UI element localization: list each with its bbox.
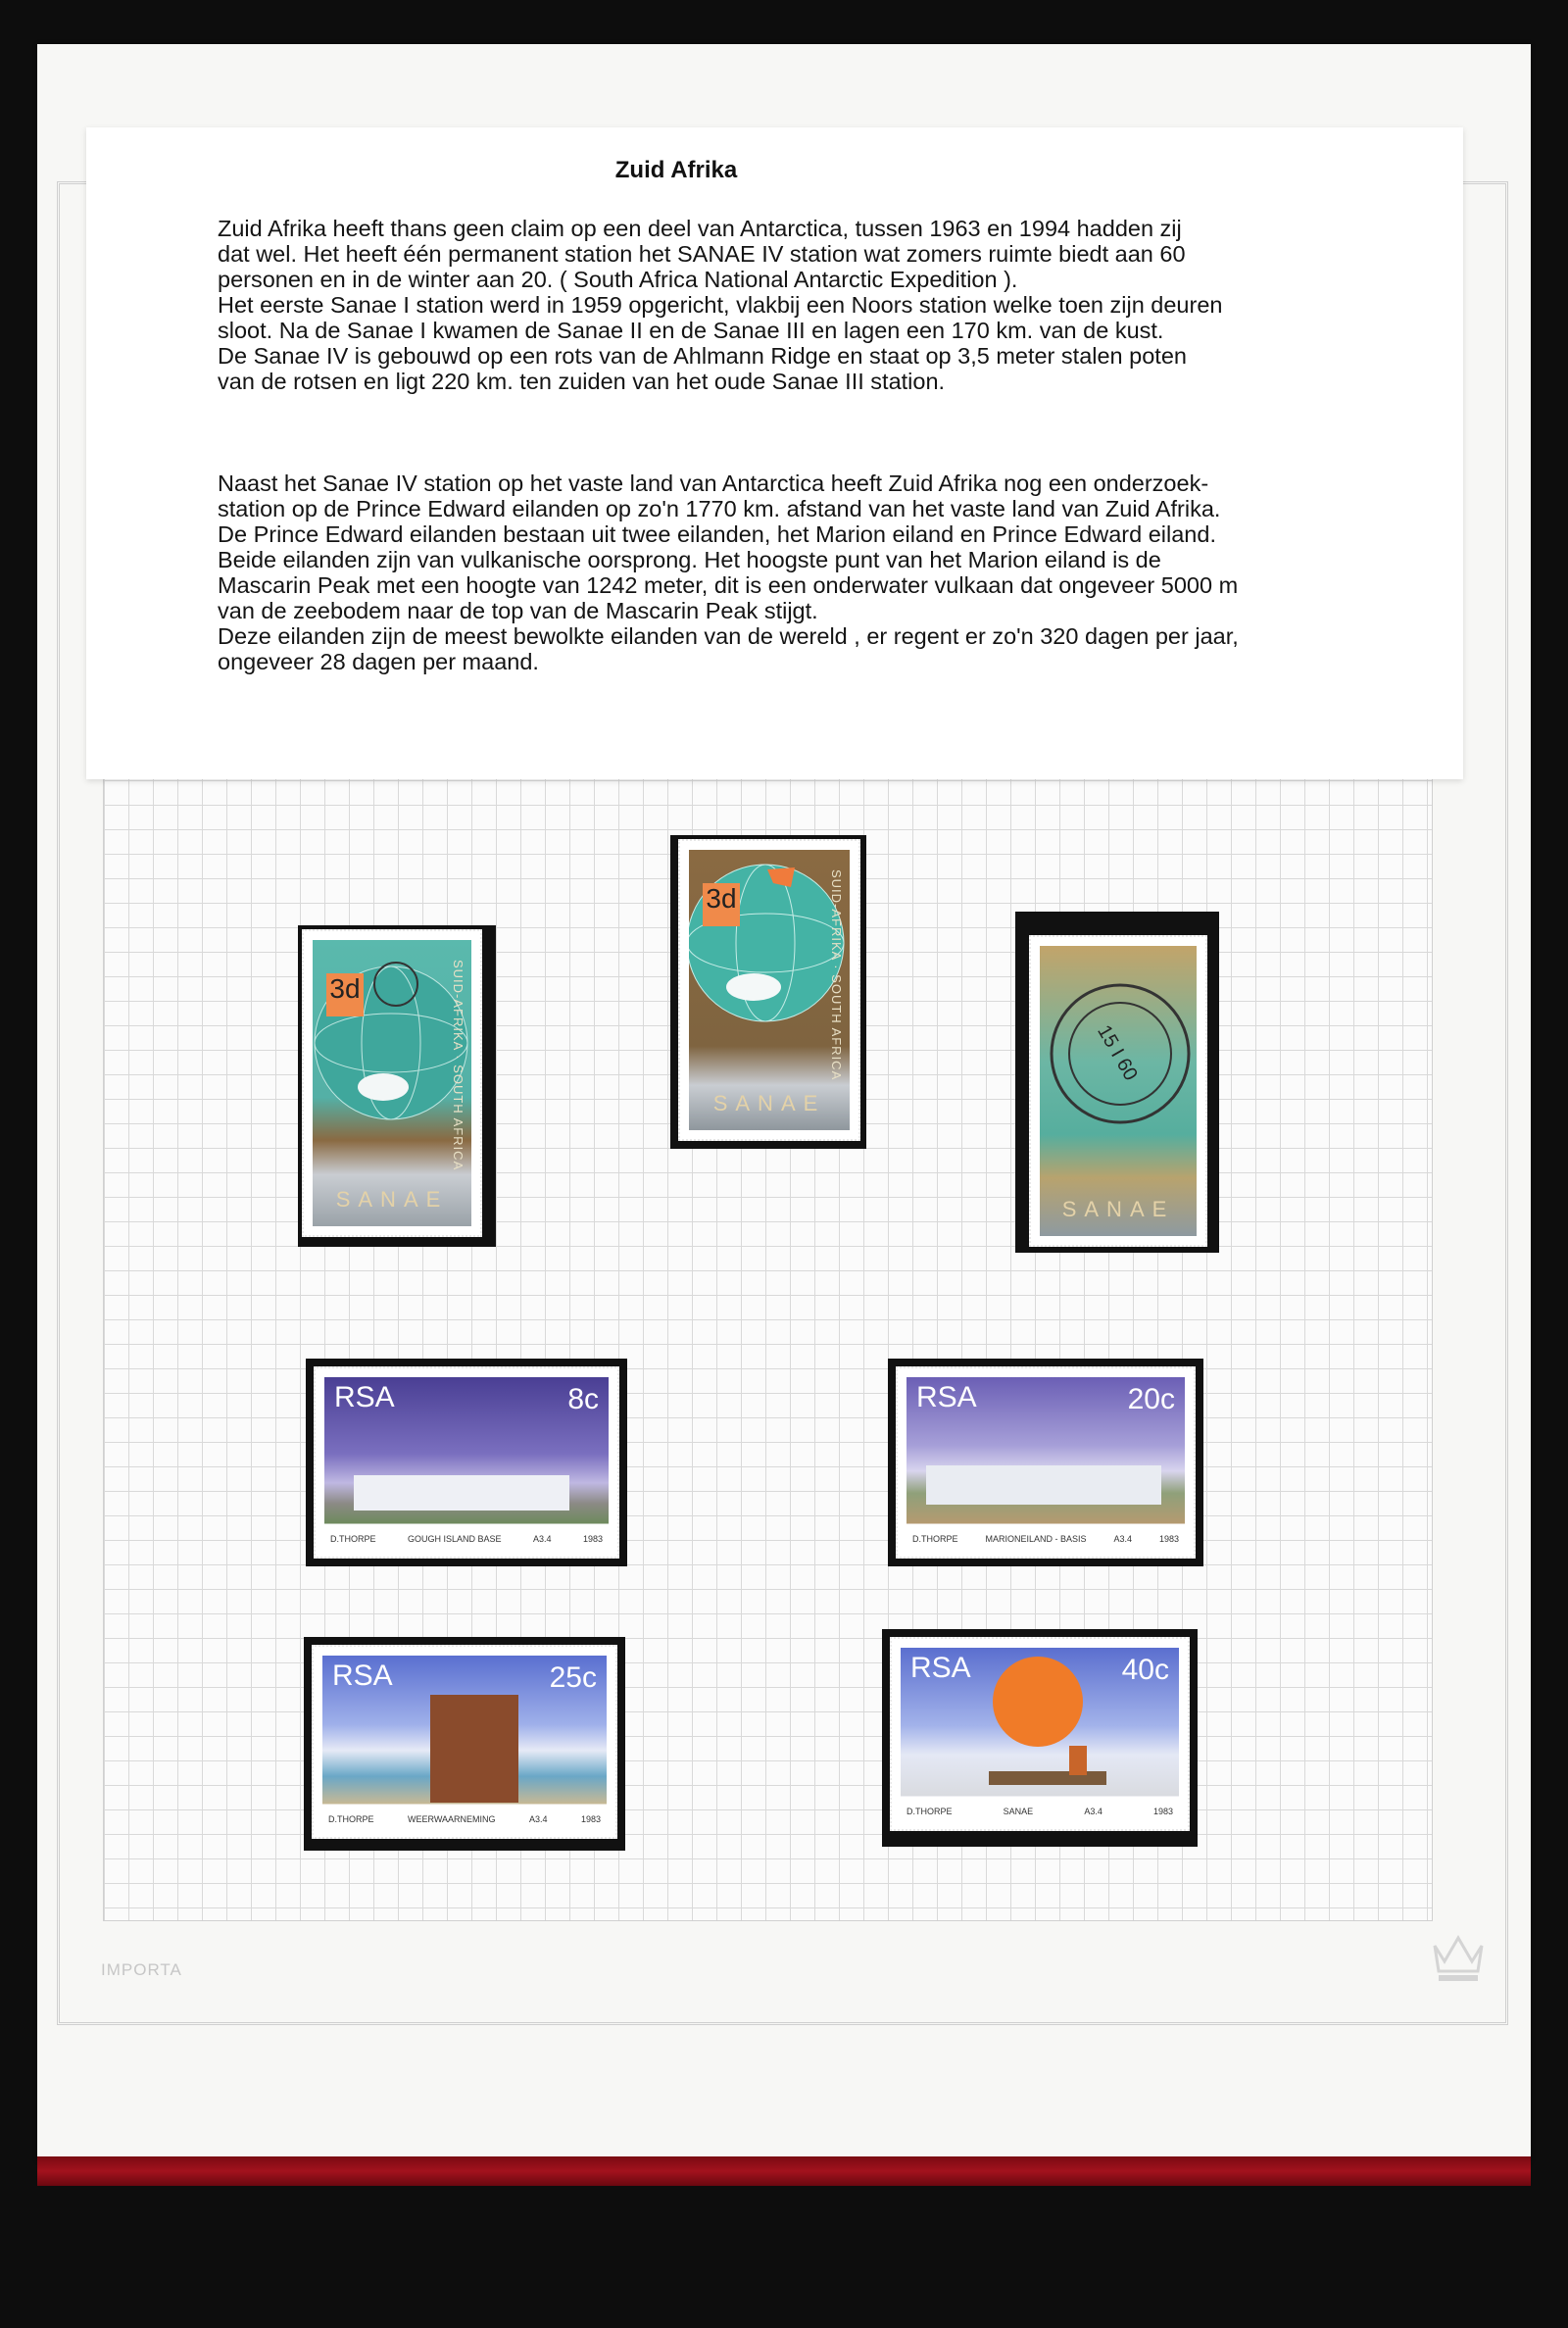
stamp-caption: GOUGH ISLAND BASE: [407, 1534, 502, 1544]
stamp-sanae-balloon-40c[interactable]: [890, 1637, 1190, 1831]
footer-brand: IMPORTA: [101, 1960, 182, 1979]
stamp-marion-island-20c[interactable]: [896, 1366, 1196, 1559]
page-title: Zuid Afrika: [614, 157, 738, 183]
stamp-caption: SANAE: [1003, 1807, 1034, 1816]
stamp-year: 1983: [580, 1814, 601, 1824]
stamp-artist: D.THORPE: [912, 1534, 958, 1544]
stamp-country: RSA: [916, 1381, 977, 1413]
stamp-caption-row: [322, 1812, 607, 1828]
stamp-weather-observation-25c[interactable]: [312, 1645, 617, 1839]
stamp-mount: [888, 1359, 1203, 1566]
stamp-sanae-3d-mint[interactable]: [678, 839, 860, 1141]
stamp-mount: [304, 1637, 625, 1851]
stamp-code: A3.4: [1113, 1534, 1132, 1544]
stamp-country: RSA: [334, 1381, 395, 1413]
stamp-year: 1983: [582, 1534, 603, 1544]
stamp-denomination: 3d: [703, 883, 740, 926]
album-binding-edge: [37, 2156, 1531, 2186]
stamp-caption-row: [906, 1532, 1185, 1548]
stamp-mount: [298, 925, 496, 1247]
stamp-value: 8c: [567, 1383, 599, 1415]
stamp-caption: MARIONEILAND - BASIS: [985, 1534, 1087, 1544]
stamp-mount: [306, 1359, 627, 1566]
stamp-sanae-3d-used[interactable]: [302, 929, 482, 1237]
stamp-value: 25c: [549, 1661, 597, 1694]
weather-instrument: [430, 1695, 518, 1803]
paragraph-sanae: Zuid Afrika heeft thans geen claim op een deel van Antarctica, tussen 1963 en 1994 hadden zij dat wel. Het heeft één permanent station het SANAE IV station wat zomers ruimte biedt aan 60 personen en in de winter aan 20. ( South Africa National Antarctic Expedition ). Het eerste Sanae I station werd in 1959 opgericht, vlakbij een Noors station welke toen zijn deuren sloot. Na de Sanae I kwamen de Sanae II en de Sanae III en lagen een 170 km. van de kust. De Sanae IV is gebouwd op een rots van de Ahlmann Ridge en staat op 3,5 meter stalen poten van de rotsen en ligt 220 km. ten zuiden van het oude Sanae III station.: [218, 216, 1223, 394]
stamp-caption-row: [324, 1532, 609, 1548]
postmark-icon: [1040, 946, 1197, 1236]
stamp-caption-row: [901, 1805, 1179, 1820]
stamp-country-text: SUID-AFRIKA · SOUTH AFRICA: [451, 960, 466, 1171]
stamp-year: 1983: [1158, 1534, 1179, 1544]
stamp-code: A3.4: [1084, 1807, 1102, 1816]
stamp-country: RSA: [910, 1652, 971, 1684]
stamp-word: SANAE: [1061, 1197, 1175, 1221]
stamp-word: SANAE: [712, 1091, 826, 1115]
paragraph-prince-edward: Naast het Sanae IV station op het vaste land van Antarctica heeft Zuid Afrika nog een onderzoek- station op de Prince Edward eilanden op zo'n 1770 km. afstand van het vaste land van Zuid Afrika. De Prince Edward eilanden bestaan uit twee eilanden, het Marion eiland en Prince Edward eiland. Beide eilanden zijn van vulkanische oorsprong. Het hoogste punt van het Marion eiland is de Mascarin Peak met een hoogte van 1242 meter, dit is een onderwater vulkaan dat ongeveer 5000 m van de zeebodem naar de top van de Mascarin Peak stijgt. Deze eilanden zijn de meest bewolkte eilanden van de wereld , er regent er zo'n 320 dagen per jaar, ongeveer 28 dagen per maand.: [218, 471, 1239, 674]
stamp-code: A3.4: [532, 1534, 552, 1544]
stamp-country-text: SUID-AFRIKA · SOUTH AFRICA: [829, 869, 844, 1081]
stamp-sanae-postmarked[interactable]: [1029, 935, 1207, 1247]
stamp-artist: D.THORPE: [906, 1807, 953, 1816]
stamp-denomination: 3d: [326, 973, 364, 1016]
stamp-value: 40c: [1121, 1654, 1169, 1686]
stamp-value: 20c: [1127, 1383, 1175, 1415]
stamp-artist: D.THORPE: [328, 1814, 374, 1824]
stamp-word: SANAE: [335, 1187, 449, 1212]
postmark-date: 15 I 60: [1093, 1021, 1142, 1085]
stamp-artist: D.THORPE: [330, 1534, 376, 1544]
stamp-mount: [1015, 912, 1219, 1253]
station-building: [926, 1465, 1161, 1505]
stamp-year: 1983: [1152, 1807, 1173, 1816]
stamp-mount: [882, 1629, 1198, 1847]
stamp-code: A3.4: [528, 1814, 548, 1824]
stamp-gough-island-8c[interactable]: [314, 1366, 619, 1559]
crown-logo-icon: [1429, 1926, 1488, 1987]
stamp-caption: WEERWAARNEMING: [407, 1814, 496, 1824]
stamp-mount: [670, 835, 866, 1149]
stamp-country: RSA: [332, 1659, 393, 1692]
station-building: [354, 1475, 569, 1511]
